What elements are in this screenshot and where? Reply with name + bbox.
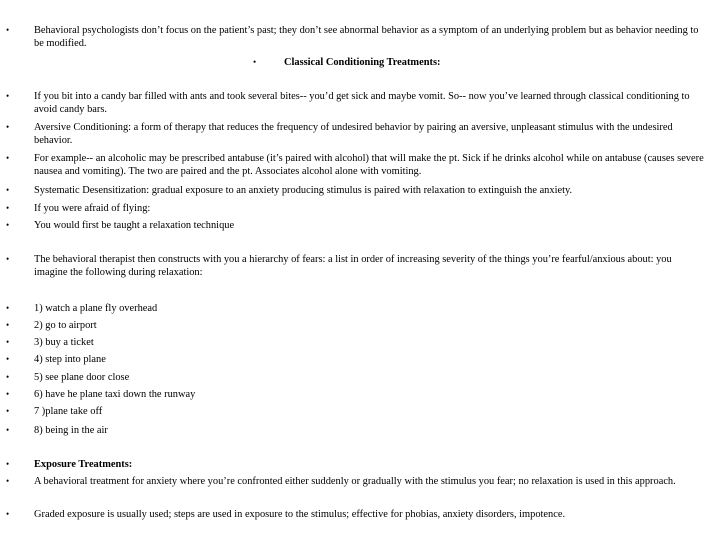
bullet: •: [6, 459, 10, 469]
bullet: •: [6, 354, 10, 364]
bullet: •: [6, 122, 10, 132]
paragraph-text: If you were afraid of flying:: [34, 203, 151, 214]
heading-text: Classical Conditioning Treatments:: [284, 57, 441, 68]
list-item-text: 4) step into plane: [34, 354, 106, 365]
paragraph-text: The behavioral therapist then constructs with you a hierarchy of fears: a list in order of increasing severity of the things you’re fearful/anxious about: you imagine the following during relaxation:: [34, 254, 672, 278]
bullet: •: [6, 509, 10, 519]
bullet: •: [6, 389, 10, 399]
paragraph-text: Aversive Conditioning: a form of therapy that reduces the frequency of undesired behavior by pairing an aversive, unpleasant stimulus with the undesired behavior.: [34, 122, 673, 146]
paragraph-text: Systematic Desensitization: gradual exposure to an anxiety producing stimulus is paired with relaxation to extinguish the anxiety.: [34, 185, 573, 196]
list-item-text: 8) being in the air: [34, 425, 108, 436]
bullet: •: [6, 425, 10, 435]
list-item-text: 6) have he plane taxi down the runway: [34, 389, 196, 400]
bullet: •: [6, 320, 10, 330]
bullet: •: [6, 303, 10, 313]
paragraph-text: If you bit into a candy bar filled with ants and took several bites-- you’d get sick and maybe vomit. So-- now you’ve learned through classical conditioning to avoid candy bars.: [34, 91, 690, 115]
bullet: •: [6, 406, 10, 416]
bullet: •: [6, 153, 10, 163]
list-item-text: 2) go to airport: [34, 320, 97, 331]
bullet: •: [6, 203, 10, 213]
paragraph-text: A behavioral treatment for anxiety where you’re confronted either suddenly or gradually with the stimulus you fear; no relaxation is used in this approach.: [34, 476, 676, 487]
paragraph-text: You would first be taught a relaxation technique: [34, 220, 235, 231]
list-item-text: 1) watch a plane fly overhead: [34, 303, 158, 314]
bullet: •: [6, 337, 10, 347]
bullet: •: [6, 372, 10, 382]
paragraph-text: Behavioral psychologists don’t focus on the patient’s past; they don’t see abnormal behavior as a symptom of an underlying problem but as behavior needing to be modified.: [34, 25, 699, 49]
list-item-text: 7 )plane take off: [34, 406, 103, 417]
list-item-text: 5) see plane door close: [34, 372, 130, 383]
bullet: •: [6, 254, 10, 264]
bullet: •: [6, 25, 10, 35]
bullet: •: [6, 91, 10, 101]
paragraph-text: For example-- an alcoholic may be prescribed antabuse (it’s paired with alcohol) that will make the pt. Sick if he drinks alcohol while on antabuse (causes severe nausea and vomiting). The two are paired and the pt. Associates alcohol alone with vomiting.: [34, 153, 704, 177]
bullet: •: [6, 220, 10, 230]
bullet: •: [6, 185, 10, 195]
heading-text: Exposure Treatments:: [34, 459, 133, 470]
bullet: •: [253, 57, 257, 67]
paragraph-text: Graded exposure is usually used; steps are used in exposure to the stimulus; effective for phobias, anxiety disorders, impotence.: [34, 509, 566, 520]
list-item-text: 3) buy a ticket: [34, 337, 94, 348]
bullet: •: [6, 476, 10, 486]
